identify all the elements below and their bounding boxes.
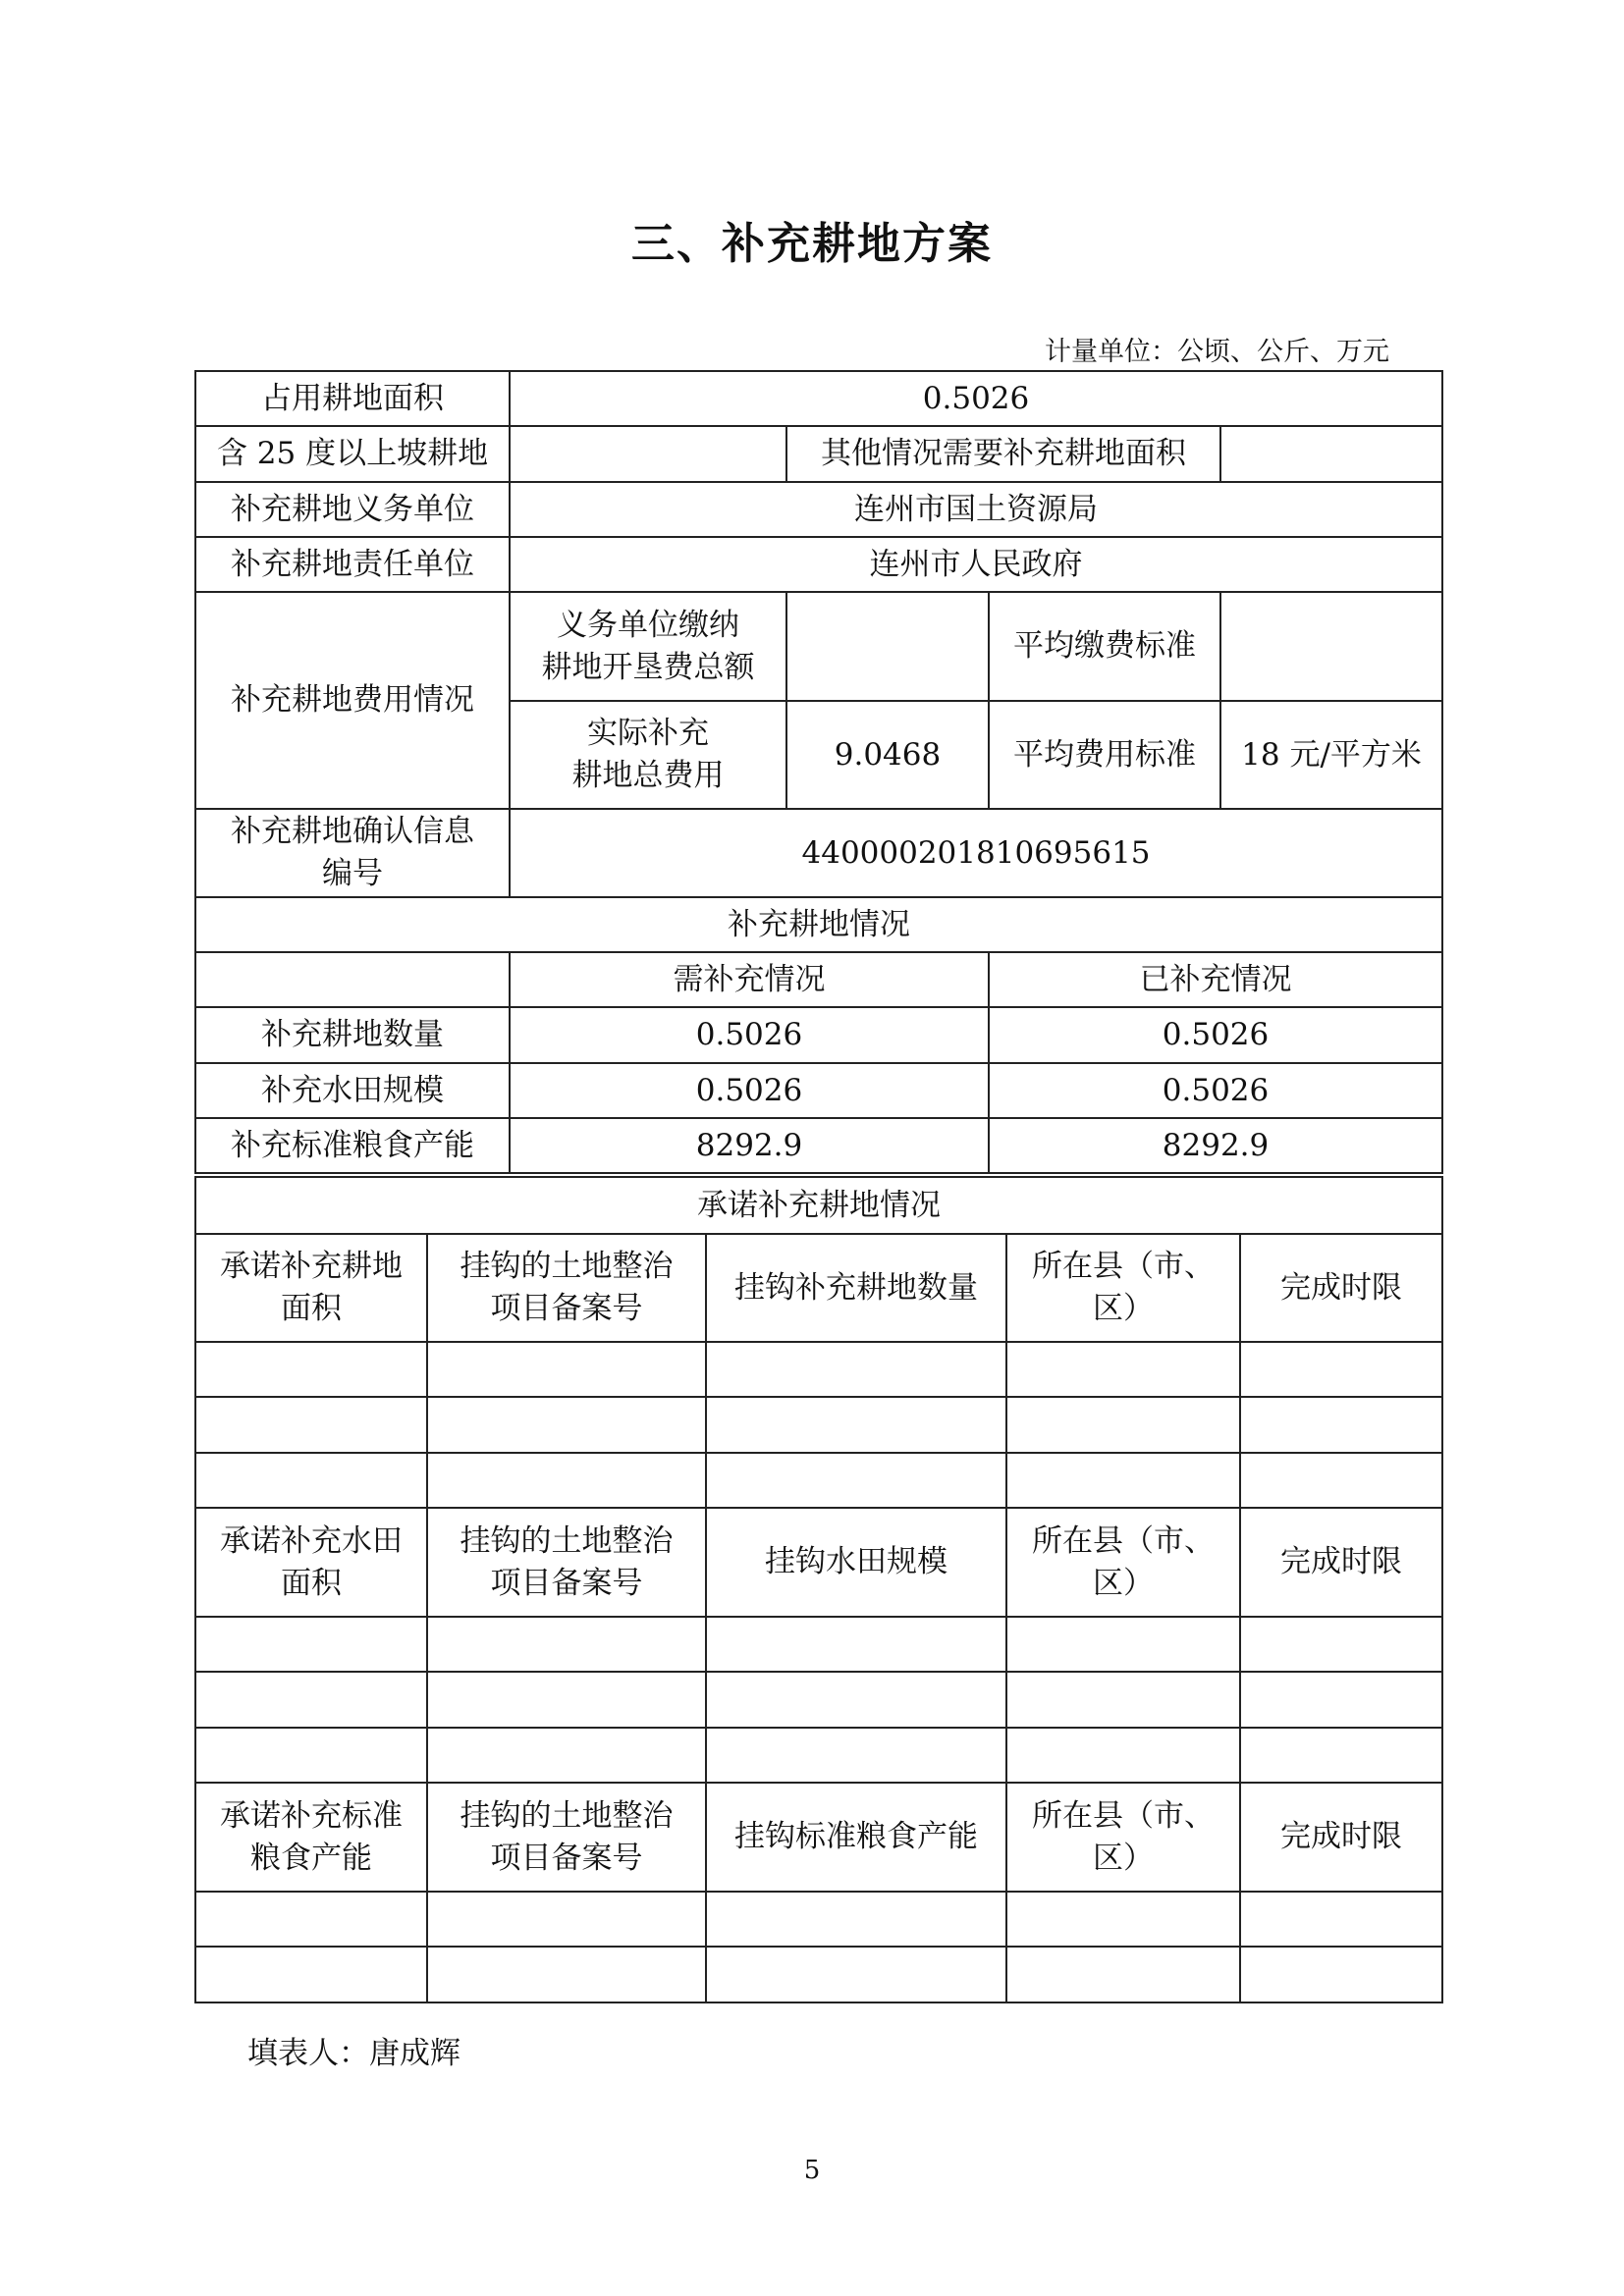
empty-cell	[706, 1672, 1006, 1728]
paid-total-label	[510, 592, 786, 701]
empty-cell	[706, 1397, 1006, 1453]
cell-line: 区）	[1093, 1840, 1154, 1876]
empty-cell	[1006, 1342, 1240, 1397]
slope-value	[510, 426, 786, 482]
situation-done-value: 0.5026	[989, 1063, 1442, 1118]
avg-fee-label: 平均缴费标准	[989, 592, 1220, 701]
situation-needed-value: 0.5026	[510, 1063, 989, 1118]
situation-row-label: 补充耕地数量	[195, 1007, 510, 1063]
cell-line: 面积	[281, 1291, 342, 1326]
confirm-label-line2: 编号	[322, 856, 383, 891]
empty-cell	[1006, 1947, 1240, 2002]
empty-cell	[706, 1728, 1006, 1783]
promise-farmland-c3: 挂钩补充耕地数量	[706, 1234, 1006, 1342]
empty-cell	[1006, 1397, 1240, 1453]
obligation-unit-label: 补充耕地义务单位	[195, 482, 510, 537]
cell-line: 承诺补充水田	[220, 1522, 403, 1559]
slope-label: 含 25 度以上坡耕地	[195, 426, 510, 482]
empty-cell	[195, 1453, 427, 1508]
empty-cell	[427, 1397, 706, 1453]
empty-cell	[195, 1728, 427, 1783]
paid-total-label-line2: 耕地开垦费总额	[541, 649, 755, 685]
cell-line: 面积	[281, 1565, 342, 1601]
promise-paddy-c3: 挂钩水田规模	[706, 1508, 1006, 1617]
promise-grain-c2	[427, 1783, 706, 1892]
actual-total-label	[510, 701, 786, 809]
promise-paddy-c4	[1006, 1508, 1240, 1617]
promise-grain-c5: 完成时限	[1240, 1783, 1442, 1892]
avg-cost-label: 平均费用标准	[989, 701, 1220, 809]
filler-signature: 填表人：唐成辉	[247, 2036, 460, 2071]
empty-cell	[706, 1947, 1006, 2002]
situation-header: 补充耕地情况	[195, 897, 1442, 952]
promise-farmland-c5: 完成时限	[1240, 1234, 1442, 1342]
empty-cell	[706, 1453, 1006, 1508]
situation-blank-cell	[195, 952, 510, 1007]
cell-line: 挂钩的土地整治	[460, 1797, 674, 1834]
cell-line: 粮食产能	[250, 1840, 372, 1876]
empty-cell	[1006, 1892, 1240, 1947]
other-area-value	[1220, 426, 1442, 482]
promise-farmland-c2	[427, 1234, 706, 1342]
promise-grain-c3: 挂钩标准粮食产能	[706, 1783, 1006, 1892]
empty-cell	[1240, 1342, 1442, 1397]
empty-cell	[706, 1342, 1006, 1397]
empty-cell	[195, 1397, 427, 1453]
cell-line: 项目备案号	[490, 1840, 643, 1876]
actual-total-label-line1: 实际补充	[587, 716, 709, 751]
cell-line: 挂钩的土地整治	[460, 1522, 674, 1559]
cell-line: 承诺补充耕地	[220, 1249, 403, 1284]
cell-line: 所在县（市、	[1032, 1522, 1215, 1559]
cell-line: 所在县（市、	[1032, 1797, 1215, 1834]
promise-header: 承诺补充耕地情况	[195, 1177, 1442, 1234]
empty-cell	[1240, 1892, 1442, 1947]
empty-cell	[1006, 1453, 1240, 1508]
promise-paddy-c2	[427, 1508, 706, 1617]
empty-cell	[195, 1342, 427, 1397]
cell-line: 所在县（市、	[1032, 1249, 1215, 1284]
actual-total-value: 9.0468	[786, 701, 989, 809]
situation-row-label: 补充水田规模	[195, 1063, 510, 1118]
situation-done-value: 8292.9	[989, 1118, 1442, 1173]
empty-cell	[427, 1342, 706, 1397]
cell-line: 挂钩的土地整治	[460, 1249, 674, 1284]
confirm-label-line1: 补充耕地确认信息	[231, 814, 474, 849]
situation-col-done: 已补充情况	[989, 952, 1442, 1007]
situation-col-needed: 需补充情况	[510, 952, 989, 1007]
cell-line: 承诺补充标准	[220, 1797, 403, 1834]
empty-cell	[1240, 1397, 1442, 1453]
promise-farmland-c1	[195, 1234, 427, 1342]
promise-paddy-c1	[195, 1508, 427, 1617]
empty-cell	[1240, 1617, 1442, 1672]
avg-cost-value: 18 元/平方米	[1220, 701, 1442, 809]
promise-paddy-c5: 完成时限	[1240, 1508, 1442, 1617]
empty-cell	[427, 1728, 706, 1783]
actual-total-label-line2: 耕地总费用	[571, 758, 725, 793]
confirm-label	[195, 809, 510, 897]
page-title: 三、补充耕地方案	[631, 219, 993, 269]
occupied-area-label: 占用耕地面积	[195, 371, 510, 426]
confirm-value: 440000201810695615	[510, 809, 1442, 897]
page-number: 5	[803, 2156, 821, 2185]
promise-table	[194, 1176, 1443, 2003]
cost-label: 补充耕地费用情况	[195, 592, 510, 809]
situation-done-value: 0.5026	[989, 1007, 1442, 1063]
unit-note: 计量单位：公顷、公斤、万元	[1045, 337, 1389, 367]
empty-cell	[1240, 1672, 1442, 1728]
empty-cell	[427, 1617, 706, 1672]
empty-cell	[195, 1672, 427, 1728]
promise-farmland-c4	[1006, 1234, 1240, 1342]
cell-line: 项目备案号	[490, 1565, 643, 1601]
empty-cell	[427, 1672, 706, 1728]
situation-needed-value: 8292.9	[510, 1118, 989, 1173]
paid-total-value	[786, 592, 989, 701]
promise-grain-c4	[1006, 1783, 1240, 1892]
promise-grain-c1	[195, 1783, 427, 1892]
situation-needed-value: 0.5026	[510, 1007, 989, 1063]
empty-cell	[1240, 1947, 1442, 2002]
other-area-label: 其他情况需要补充耕地面积	[786, 426, 1220, 482]
empty-cell	[1240, 1453, 1442, 1508]
obligation-unit-value: 连州市国土资源局	[510, 482, 1442, 537]
empty-cell	[427, 1947, 706, 2002]
responsible-unit-label: 补充耕地责任单位	[195, 537, 510, 592]
upper-table	[194, 370, 1443, 1174]
occupied-area-value: 0.5026	[510, 371, 1442, 426]
empty-cell	[1006, 1728, 1240, 1783]
empty-cell	[427, 1453, 706, 1508]
empty-cell	[195, 1617, 427, 1672]
empty-cell	[706, 1617, 1006, 1672]
situation-row-label: 补充标准粮食产能	[195, 1118, 510, 1173]
empty-cell	[195, 1947, 427, 2002]
empty-cell	[706, 1892, 1006, 1947]
cell-line: 项目备案号	[490, 1291, 643, 1326]
empty-cell	[195, 1892, 427, 1947]
avg-fee-value	[1220, 592, 1442, 701]
empty-cell	[427, 1892, 706, 1947]
empty-cell	[1006, 1672, 1240, 1728]
empty-cell	[1006, 1617, 1240, 1672]
empty-cell	[1240, 1728, 1442, 1783]
cell-line: 区）	[1093, 1291, 1154, 1326]
paid-total-label-line1: 义务单位缴纳	[557, 607, 739, 643]
responsible-unit-value: 连州市人民政府	[510, 537, 1442, 592]
cell-line: 区）	[1093, 1565, 1154, 1601]
